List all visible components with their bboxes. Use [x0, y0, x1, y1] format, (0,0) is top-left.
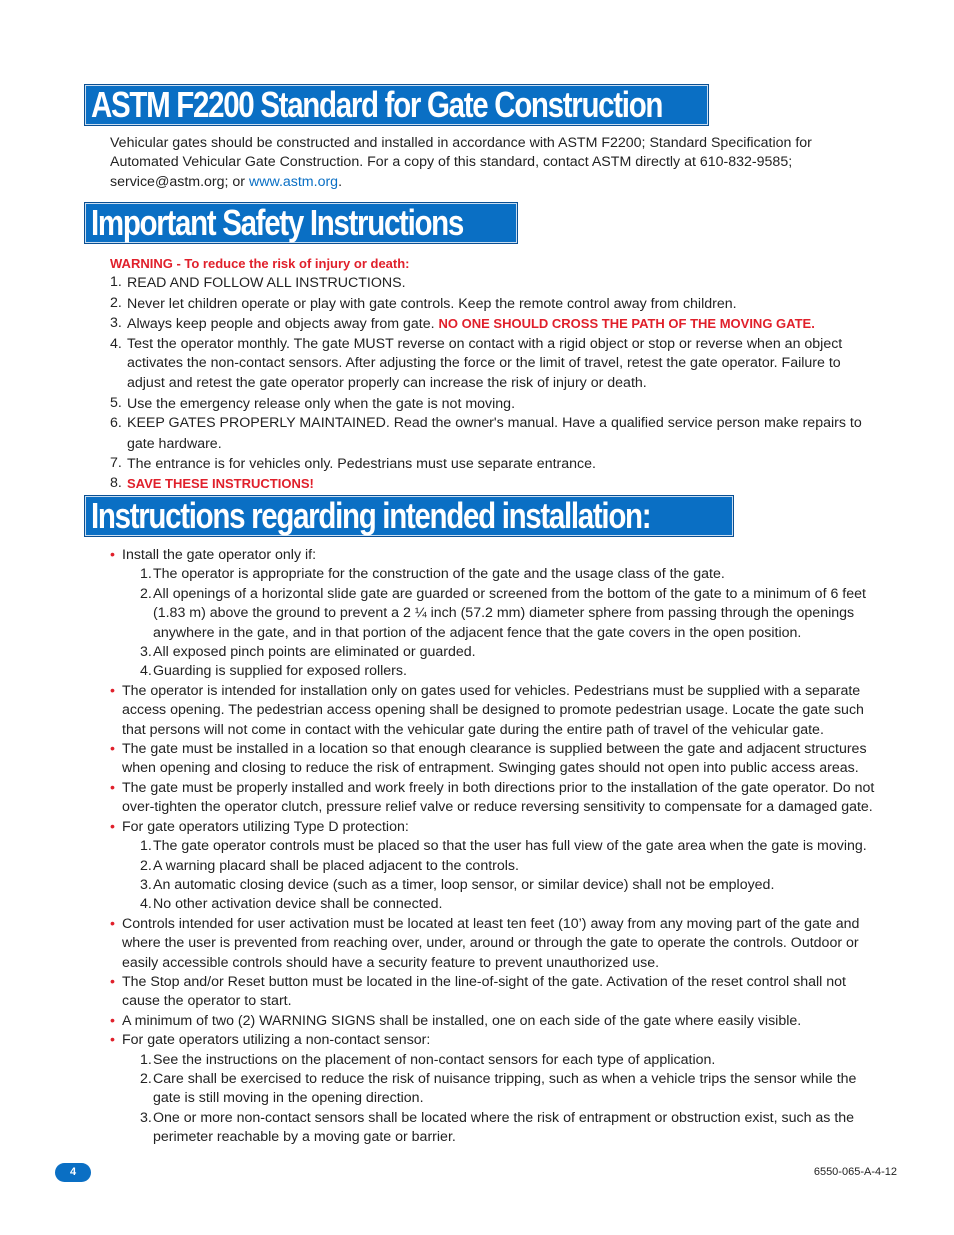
install-bullet-text: The Stop and/or Reset button must be located in the line-of-sight of the gate. Activation of the reset control shall not cause the operator to start. — [122, 973, 846, 1010]
install-subitem — [140, 662, 875, 681]
safety-item-number: 1. — [110, 274, 122, 291]
bullet-dot-icon: • — [110, 741, 115, 758]
bullet-dot-icon: • — [110, 547, 115, 563]
install-bullet-text: The gate must be installed in a location so that enough clearance is supplied between the gate and adjacent structures when opening and closing to reduce the risk of entrapment. Swinging gates should not open into public access areas. — [122, 741, 867, 777]
safety-item-emphasis: SAVE THESE INSTRUCTIONS! — [127, 476, 314, 492]
install-subitem — [140, 1051, 875, 1070]
bullet-dot-icon: • — [110, 915, 115, 932]
install-bullet — [110, 740, 875, 779]
safety-item — [110, 294, 875, 314]
install-subitem-number: 1. — [140, 1051, 152, 1068]
install-subitem-number: 2. — [140, 1070, 152, 1087]
install-subitem-number: 4. — [140, 663, 152, 680]
bullet-dot-icon: • — [110, 779, 115, 796]
safety-item-number: 7. — [110, 455, 122, 472]
install-bullet-text: For gate operators utilizing a non-contact sensor: — [122, 1032, 431, 1049]
install-subitem-number: 2. — [140, 857, 152, 874]
install-subitem — [140, 565, 875, 584]
safety-item-text: KEEP GATES PROPERLY MAINTAINED. Read the owner's manual. Have a qualified service person make repairs to gate hardware. — [127, 415, 862, 452]
safety-item — [110, 335, 875, 394]
safety-item — [110, 454, 875, 474]
install-subitem-text: An automatic closing device (such as a timer, loop sensor, or similar device) shall not be employed. — [153, 876, 775, 893]
install-list — [110, 546, 875, 1148]
install-bullet — [110, 973, 875, 1012]
astm-body-text: Vehicular gates should be constructed and installed in accordance with ASTM F2200; Standard Specification for Automated Vehicular Gate Construction. For a copy of this standard, contact ASTM directly at 610-832-9585; service@astm.org; or — [110, 135, 812, 190]
bullet-dot-icon: • — [110, 818, 115, 835]
safety-warning: WARNING - To reduce the risk of injury or death: — [110, 256, 410, 271]
bullet-dot-icon: • — [110, 1012, 115, 1029]
install-bullet — [110, 915, 875, 973]
install-bullet-text: The gate must be properly installed and work freely in both directions prior to the installation of the gate operator. Do not over-tighten the operator clutch, pressure relief valve or reduce reversing sensitivity to compensate for a damaged gate. — [122, 779, 875, 816]
astm-section-title: ASTM F2200 Standard for Gate Construction — [91, 84, 663, 125]
install-bullet-text: For gate operators utilizing Type D protection: — [122, 818, 409, 835]
install-subitem-number: 1. — [140, 838, 152, 855]
install-subitem — [140, 1070, 875, 1109]
install-bullet — [110, 779, 875, 818]
install-subitem — [140, 837, 875, 856]
install-subitem-number: 3. — [140, 1109, 152, 1126]
safety-item — [110, 394, 875, 414]
install-subitem — [140, 1109, 875, 1148]
safety-item-emphasis: NO ONE SHOULD CROSS THE PATH OF THE MOVING GATE. — [438, 316, 815, 332]
install-bullet — [110, 682, 875, 740]
install-section-banner — [84, 495, 734, 537]
safety-item — [110, 314, 875, 334]
install-instructions — [110, 546, 875, 1148]
safety-item-number: 5. — [110, 394, 122, 411]
safety-item — [110, 273, 875, 293]
safety-item-number: 8. — [110, 475, 122, 492]
install-bullet — [110, 546, 875, 682]
safety-instructions — [110, 254, 875, 495]
install-section-title: Instructions regarding intended installation: — [91, 495, 651, 536]
bullet-dot-icon: • — [110, 973, 115, 990]
safety-item-text: Use the emergency release only when the gate is not moving. — [127, 395, 516, 412]
install-subitem-text: A warning placard shall be placed adjacent to the controls. — [153, 857, 519, 874]
safety-item — [110, 414, 875, 454]
safety-item — [110, 474, 875, 494]
install-subitem-text: Care shall be exercised to reduce the risk of nuisance tripping, such as when a vehicle trips the sensor while the gate is still moving in the opening direction. — [153, 1070, 857, 1107]
bullet-dot-icon: • — [110, 682, 115, 699]
install-subitem — [140, 895, 875, 914]
install-subitem — [140, 643, 875, 662]
safety-section-banner — [84, 202, 518, 244]
install-subitem-number: 2. — [140, 585, 152, 602]
astm-paragraph — [110, 134, 875, 192]
install-subitem — [140, 857, 875, 876]
install-subitem — [140, 585, 875, 643]
install-subitem-text: One or more non-contact sensors shall be located where the risk of entrapment or obstruction exist, such as the perimeter reachable by a moving gate or barrier. — [153, 1109, 855, 1146]
install-bullet — [110, 1012, 875, 1031]
safety-section-title: Important Safety Instructions — [91, 202, 464, 243]
safety-item-number: 6. — [110, 415, 122, 432]
install-subitem — [140, 876, 875, 895]
install-bullet — [110, 818, 875, 915]
safety-list — [110, 273, 875, 494]
safety-item-text: Always keep people and objects away from gate. — [127, 316, 439, 333]
safety-item-text: The entrance is for vehicles only. Pedestrians must use separate entrance. — [127, 456, 596, 473]
document-code: 6550-065-A-4-12 — [813, 1166, 897, 1178]
install-subitem-number: 1. — [140, 566, 152, 583]
install-sublist — [122, 1051, 875, 1148]
astm-website-link[interactable]: www.astm.org — [248, 173, 339, 190]
install-sublist — [122, 565, 875, 681]
bullet-dot-icon: • — [110, 1032, 115, 1049]
install-subitem-text: See the instructions on the placement of non-contact sensors for each type of application. — [153, 1051, 716, 1068]
install-bullet-text: The operator is intended for installation only on gates used for vehicles. Pedestrians must be supplied with a separate access opening. The pedestrian access opening shall be designed to promote pedestrian usage. Locate the gate such that persons will not come in contact with the vehicular gate during the entire path of travel of the vehicular gate. — [122, 682, 864, 738]
page-number-badge: 4 — [55, 1163, 91, 1182]
install-bullet-text: Controls intended for user activation must be located at least ten feet (10’) away from any moving part of the gate and where the user is prevented from reaching over, under, around or through the gate to operate the controls. Outdoor or easily accessible controls should have a security feature to prevent unauthorized use. — [122, 915, 860, 971]
install-subitem-text: All openings of a horizontal slide gate are guarded or screened from the bottom of the gate to a minimum of 6 feet (1.83 m) above the ground to prevent a 2 ¼ inch (57.2 mm) diameter sphere from passing through the openings anywhere in the gate, and in that portion of the adjacent fence that the gate covers in the open position. — [153, 585, 866, 641]
astm-section-banner — [84, 84, 709, 126]
safety-item-text: READ AND FOLLOW ALL INSTRUCTIONS. — [127, 275, 406, 292]
install-subitem-number: 4. — [140, 896, 152, 913]
install-sublist — [122, 837, 875, 915]
install-subitem-text: No other activation device shall be connected. — [153, 896, 443, 913]
install-subitem-text: The operator is appropriate for the construction of the gate and the usage class of the gate. — [153, 566, 725, 583]
install-subitem-text: All exposed pinch points are eliminated or guarded. — [153, 644, 476, 661]
install-bullet-text: A minimum of two (2) WARNING SIGNS shall be installed, one on each side of the gate where easily visible. — [122, 1012, 802, 1029]
safety-item-number: 3. — [110, 315, 122, 332]
install-subitem-number: 3. — [140, 644, 152, 661]
install-subitem-text: Guarding is supplied for exposed rollers. — [153, 663, 407, 680]
install-subitem-text: The gate operator controls must be placed so that the user has full view of the gate area when the gate is moving. — [153, 838, 867, 855]
astm-body-tail: . — [338, 173, 343, 190]
install-bullet — [110, 1031, 875, 1147]
safety-item-number: 2. — [110, 294, 122, 311]
safety-item-text: Test the operator monthly. The gate MUST reverse on contact with a rigid object or stop or reverse when an object activates the non-contact sensors. After adjusting the force or the limit of travel, retest the gate operator. Failure to adjust and retest the gate operator properly can increase the risk of injury or death. — [127, 335, 843, 392]
install-subitem-number: 3. — [140, 876, 152, 893]
safety-item-number: 4. — [110, 335, 122, 352]
install-bullet-text: Install the gate operator only if: — [122, 547, 317, 563]
safety-item-text: Never let children operate or play with gate controls. Keep the remote control away from children. — [127, 295, 737, 312]
